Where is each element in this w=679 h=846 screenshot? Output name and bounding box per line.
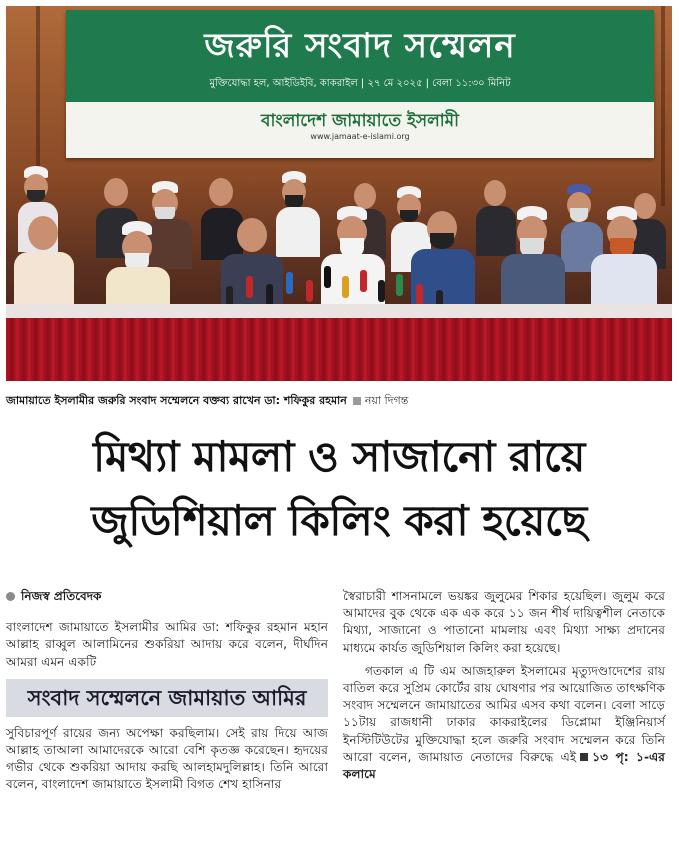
article-paragraph-text: গতকাল এ টি এম আজহারুল ইসলামের মৃত্যুদণ্ডাদেশের রায় বাতিল করে সুপ্রিম কোর্টের রায় ঘোষণার পর আয়োজিত তাৎক্ষণিক সংবাদ সম্মেলনে জামায়াতের আমির এসব কথা বলেন। বেলা সাড়ে ১১টায় রাজধানী ঢাকার কাকরাইলের ডিপ্লোমা ইঞ্জিনিয়ার্স ইনস্টিটিউটের মুক্তিযোদ্ধা হলে জরুরি সংবাদ সম্মেলন করে তিনি আরো বলেন, জামায়াত নেতাদের বিরুদ্ধে এই (343, 663, 665, 764)
banner-organization: বাংলাদেশ জামায়াতে ইসলামী (261, 111, 459, 131)
jump-marker-icon (580, 753, 588, 761)
banner-subtitle: মুক্তিযোদ্ধা হল, আইডিইবি, কাকরাইল | ২৭ মে ২০২৫ | বেলা ১১:৩০ মিনিট (209, 78, 511, 89)
article-paragraph (343, 663, 665, 783)
conference-table-top (6, 304, 672, 318)
news-photo (6, 6, 672, 381)
caption-source: নয়া দিগন্ত (364, 394, 409, 407)
article-column-left (6, 588, 328, 794)
pull-quote: সংবাদ সম্মেলনে জামায়াত আমির (6, 679, 328, 717)
caption-separator-icon (353, 397, 361, 405)
byline-text: নিজস্ব প্রতিবেদক (21, 589, 102, 603)
conference-table-skirt (6, 318, 672, 381)
photo-caption (6, 392, 672, 411)
byline-bullet-icon (6, 592, 15, 601)
headline (6, 425, 672, 553)
caption-text: জামায়াতে ইসলামীর জরুরি সংবাদ সম্মেলনে বক্তব্য রাখেন ডা: শফিকুর রহমান (6, 394, 347, 407)
wall-panel (661, 6, 665, 206)
article-paragraph: স্বৈরাচারী শাসনামলে ভয়ঙ্কর জুলুমের শিকার হয়েছিল। জুলুম করে আমাদের বুক থেকে এক এক করে ১১ জন শীর্ষ দায়িত্বশীল নেতাকে মিথ্যা, সাজানো ও পাতানো মামলায় এবং মিথ্যা সাক্ষ্য প্রদানের মাধ্যমে কার্যত জুডিশিয়াল কিলিং করা হয়েছে। (343, 589, 665, 655)
article-paragraph: সুবিচারপূর্ণ রায়ের জন্য অপেক্ষা করছিলাম। সেই রায় দিয়ে আজ আল্লাহ তাআলা আমাদেরকে আরো বেশি কৃতজ্ঞ করেছেন। হৃদয়ের গভীর থেকে শুকরিয়া আদায় করছি আলহামদুলিল্লাহ। তিনি আরো বলেন, বাংলাদেশ জামায়াতে ইসলামী বিগত শেখ হাসিনার (6, 725, 328, 792)
banner-title: জরুরি সংবাদ সম্মেলন (204, 26, 516, 66)
headline-line-2: জুডিশিয়াল কিলিং করা হয়েছে (91, 496, 587, 545)
headline-line-1: মিথ্যা মামলা ও সাজানো রায়ে (93, 432, 585, 481)
press-conference-banner (66, 10, 654, 158)
byline (6, 588, 328, 605)
banner-url: www.jamaat-e-islami.org (310, 132, 410, 141)
article-column-right (343, 588, 665, 783)
continued-on-page: ১৩ পৃ: ১-এর কলামে (343, 749, 665, 782)
article-paragraph: বাংলাদেশ জামায়াতে ইসলামীর আমির ডা: শফিকুর রহমান মহান আল্লাহ রাব্বুল আলামিনের শুকরিয়া আদায় করে বলেন, দীর্ঘদিন আমরা এমন একটি (6, 620, 328, 669)
